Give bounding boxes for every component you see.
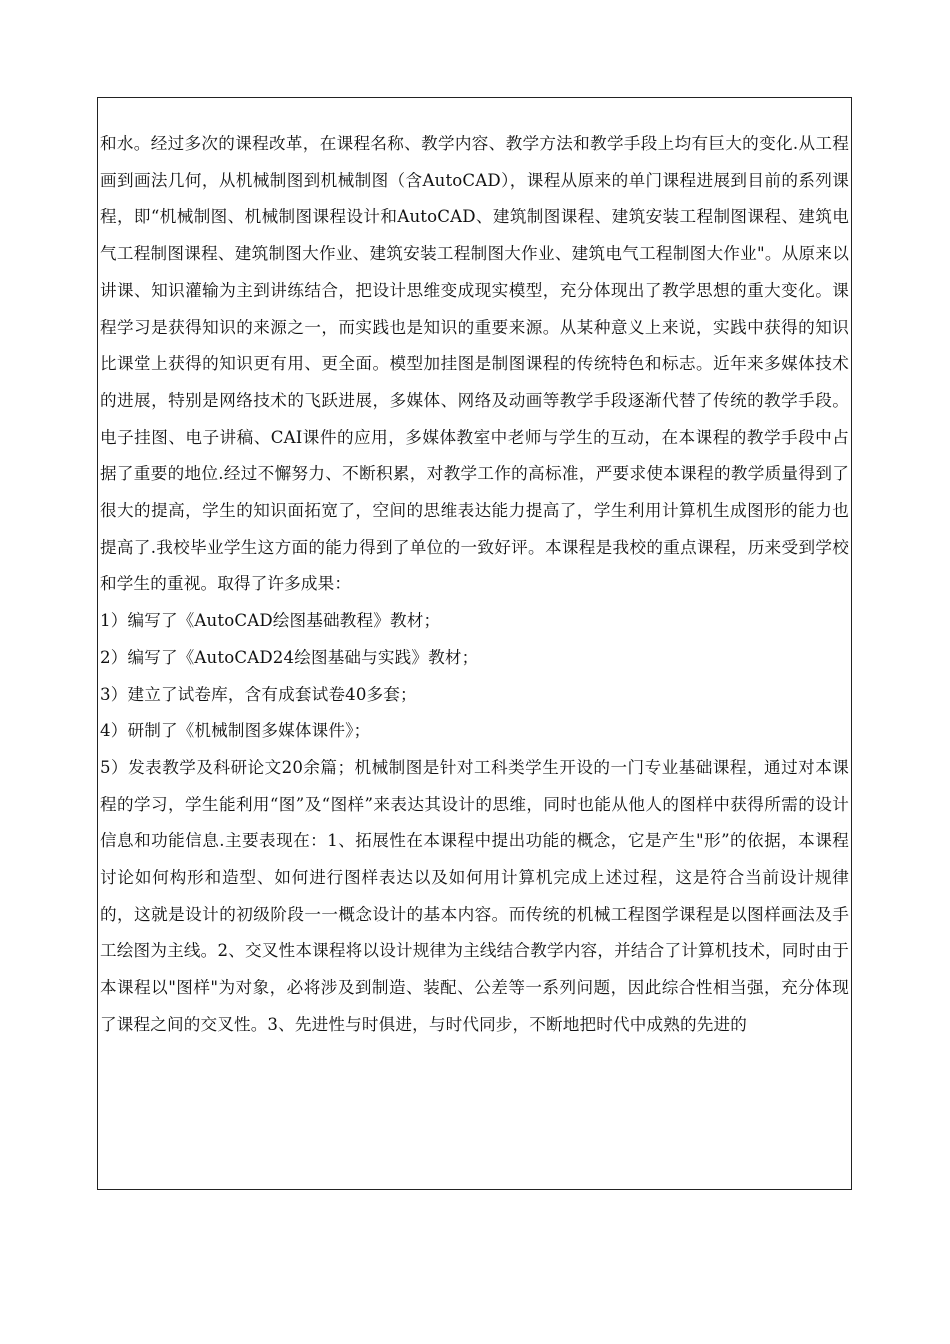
achievement-item-4: 4）研制了《机械制图多媒体课件》； xyxy=(100,721,371,741)
intro-paragraph: 和水。经过多次的课程改革，在课程名称、教学内容、教学方法和教学手段上均有巨大的变化.从工程画到画法几何，从机械制图到机械制图（含AutoCAD），课程从原来的单门课程进展到目前的系列课程，即“机械制图、机械制图课程设计和AutoCAD、建筑制图课程、建筑安装工程制图课程、建筑电气工程制图课程、建筑制图大作业、建筑安装工程制图大作业、建筑电气工程制图大作业"。从原来以讲课、知识灌输为主到讲练结合，把设计思维变成现实模型，充分体现出了教学思想的重大变化。课程学习是获得知识的来源之一，而实践也是知识的重要来源。从某种意义上来说，实践中获得的知识比课堂上获得的知识更有用、更全面。模型加挂图是制图课程的传统特色和标志。近年来多媒体技术的进展，特别是网络技术的飞跃进展，多媒体、网络及动画等教学手段逐渐代替了传统的教学手段。电子挂图、电子讲稿、CAI课件的应用，多媒体教室中老师与学生的互动，在本课程的教学手段中占据了重要的地位.经过不懈努力、不断积累，对教学工作的高标准，严要求使本课程的教学质量得到了很大的提高，学生的知识面拓宽了，空间的思维表达能力提高了，学生利用计算机生成图形的能力也提高了.我校毕业学生这方面的能力得到了单位的一致好评。本课程是我校的重点课程，历来受到学校和学生的重视。取得了许多成果： xyxy=(100,134,849,594)
document-body xyxy=(100,126,849,1044)
achievement-item-1: 1）编写了《AutoCAD绘图基础教程》教材； xyxy=(100,611,441,631)
achievement-item-5: 5）发表教学及科研论文20余篇；机械制图是针对工科类学生开设的一门专业基础课程，通过对本课程的学习，学生能利用“图”及“图样”来表达其设计的思维，同时也能从他人的图样中获得所需的设计信息和功能信息.主要表现在：1、拓展性在本课程中提出功能的概念，它是产生"形”的依据，本课程讨论如何构形和造型、如何进行图样表达以及如何用计算机完成上述过程，这是符合当前设计规律的，这就是设计的初级阶段一一概念设计的基本内容。而传统的机械工程图学课程是以图样画法及手工绘图为主线。2、交叉性本课程将以设计规律为主线结合教学内容，并结合了计算机技术，同时由于本课程以"图样"为对象，必将涉及到制造、装配、公差等一系列问题，因此综合性相当强，充分体现了课程之间的交叉性。3、先进性与时俱进，与时代同步，不断地把时代中成熟的先进的 xyxy=(100,757,849,1034)
document-frame xyxy=(97,97,852,1190)
achievement-item-3: 3）建立了试卷库，含有成套试卷40多套； xyxy=(100,684,417,704)
achievement-item-2: 2）编写了《AutoCAD24绘图基础与实践》教材； xyxy=(100,647,479,667)
